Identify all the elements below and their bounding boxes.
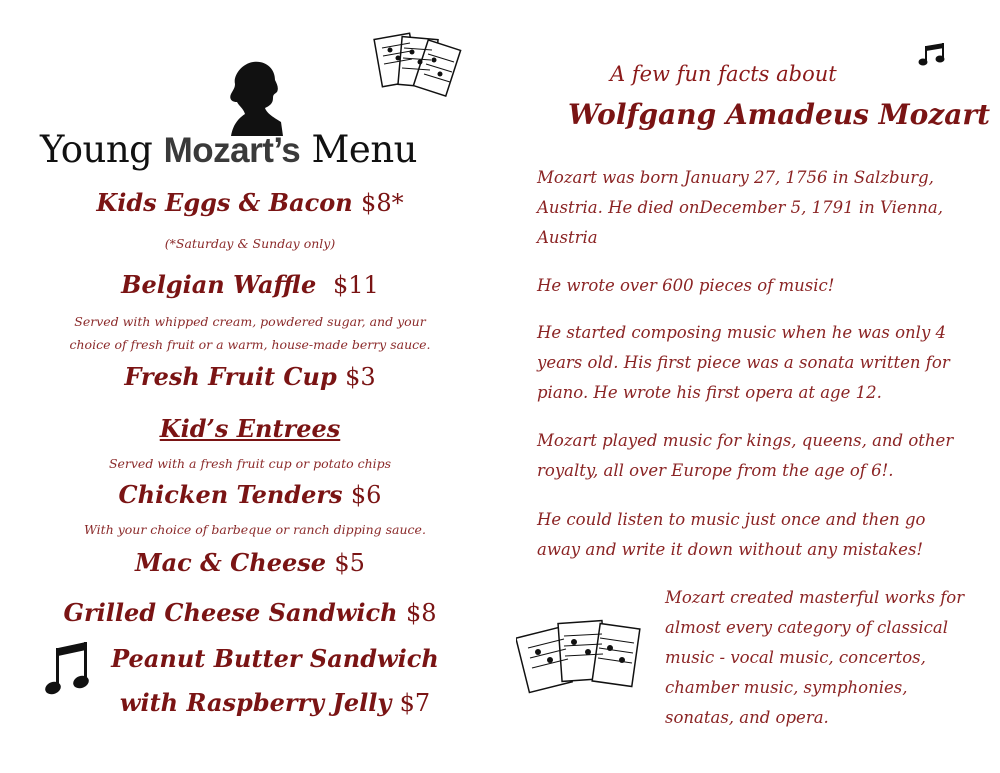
- item-note: (*Saturday & Sunday only): [164, 236, 336, 251]
- item-price: $6: [350, 481, 382, 509]
- music-note-icon: [44, 640, 90, 700]
- item-name: Grilled Cheese Sandwich: [63, 598, 398, 627]
- item-name: Mac & Cheese: [135, 548, 327, 577]
- menu-item-fresh-fruit-cup: [60, 362, 440, 391]
- fact-item: He could listen to music just once and then go away and write it down without any mistakes!: [537, 510, 926, 559]
- menu-item-mac-cheese: [60, 548, 440, 577]
- fact-item: Mozart was born January 27, 1756 in Salzburg, Austria. He died onDecember 5, 1791 in Vienna, Austria: [537, 168, 943, 247]
- item-price: $3: [345, 363, 376, 391]
- sheet-music-icon: [372, 30, 462, 102]
- item-name: Belgian Waffle: [121, 270, 317, 299]
- facts-heading: Wolfgang Amadeus Mozart: [568, 98, 991, 131]
- menu-item-chicken-tenders: [60, 480, 440, 509]
- fact-item: He started composing music when he was only 4 years old. His first piece was a sonata written for piano. He wrote his first opera at age 12.: [537, 323, 950, 402]
- fact-item: Mozart created masterful works for almost every category of classical music - vocal music, concertos, chamber music, symphonies, sonatas, and opera.: [665, 588, 965, 727]
- menu-item-kids-eggs: [60, 188, 440, 217]
- item-price: $8: [405, 599, 437, 627]
- title-part-mozarts: Mozart’s: [163, 131, 301, 170]
- item-price: $5: [334, 549, 365, 577]
- fact-item: Mozart played music for kings, queens, and other royalty, all over Europe from the age of 6!.: [537, 431, 954, 480]
- menu-title: [40, 128, 460, 171]
- item-price: $8*: [361, 189, 404, 217]
- entrees-note: Served with a fresh fruit cup or potato chips: [108, 456, 392, 471]
- item-name: Kids Eggs & Bacon: [96, 188, 353, 217]
- item-name: Fresh Fruit Cup: [124, 362, 337, 391]
- item-price: $7: [399, 689, 431, 717]
- title-part-young: Young: [40, 128, 153, 171]
- entrees-heading: Kid’s Entrees: [159, 414, 341, 443]
- item-price: $11: [333, 271, 379, 299]
- mozart-silhouette-icon: [225, 58, 285, 136]
- music-note-icon: [918, 42, 946, 68]
- menu-item-belgian-waffle: [60, 270, 440, 299]
- fact-item: He wrote over 600 pieces of music!: [537, 276, 835, 295]
- menu-item-grilled-cheese: [60, 598, 440, 627]
- item-name: with Raspberry Jelly: [119, 688, 392, 717]
- menu-item-peanut-butter-line1: Peanut Butter Sandwich: [111, 644, 439, 673]
- title-part-menu: Menu: [311, 128, 417, 171]
- sheet-music-icon: [516, 612, 642, 698]
- facts-intro: A few fun facts about: [610, 62, 837, 86]
- item-note: Served with whipped cream, powdered sugar, and your choice of fresh fruit or a warm, house-made berry sauce.: [69, 314, 431, 352]
- item-name: Chicken Tenders: [118, 480, 343, 509]
- menu-item-peanut-butter-line2: [110, 688, 440, 717]
- item-note: With your choice of barbeque or ranch dipping sauce.: [84, 522, 426, 537]
